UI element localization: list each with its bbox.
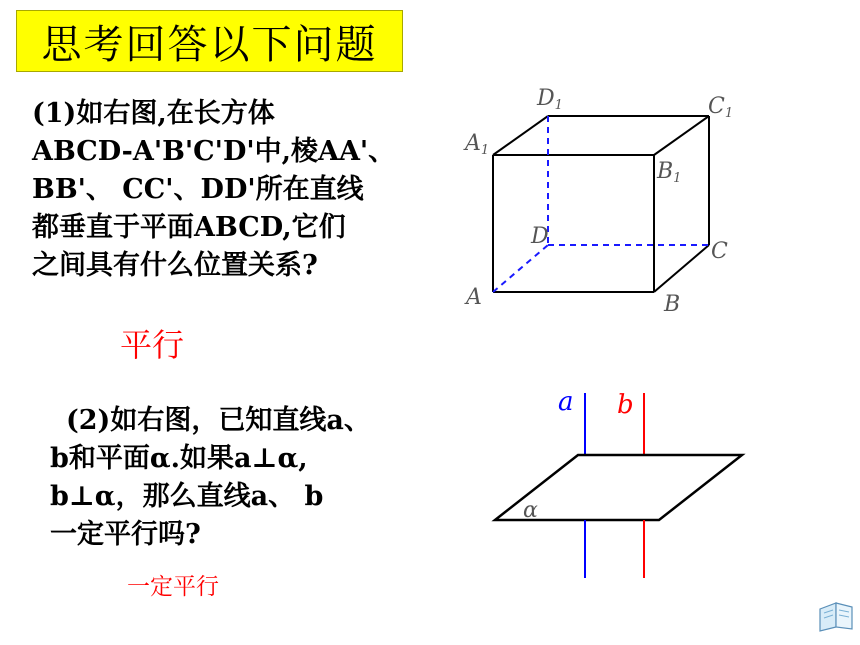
q2-line-3: b⊥α，那么直线a、 b: [50, 481, 324, 512]
q2-line-1: (2)如右图，已知直线a、: [66, 405, 371, 436]
book-icon: [816, 599, 856, 633]
label-a: A: [466, 285, 482, 310]
q1-line-2: ABCD-A'B'C'D'中,棱AA'、: [32, 136, 396, 167]
q1-line-3: BB'、 CC'、DD'所在直线: [32, 174, 364, 205]
q1-line-5: 之间具有什么位置关系?: [32, 250, 318, 281]
q2-line-4: 一定平行吗?: [50, 519, 201, 550]
answer-1: 平行: [120, 326, 185, 364]
label-b1: B1: [657, 159, 682, 186]
label-d: D: [531, 224, 549, 249]
q2-line-2: b和平面α.如果a⊥α,: [50, 443, 308, 474]
label-c: C: [711, 239, 728, 264]
label-line-b: b: [617, 390, 634, 420]
label-b: B: [664, 292, 681, 317]
page-title: 思考回答以下问题: [41, 21, 378, 68]
label-line-a: a: [558, 387, 574, 417]
label-c1: C1: [708, 94, 734, 121]
q1-line-4: 都垂直于平面ABCD,它们: [32, 212, 346, 243]
q1-line-1: (1)如右图,在长方体: [32, 98, 275, 129]
answer-2: 一定平行: [127, 574, 219, 600]
label-a1: A1: [465, 131, 490, 158]
label-d1: D1: [537, 86, 563, 113]
label-plane-alpha: α: [523, 498, 538, 523]
